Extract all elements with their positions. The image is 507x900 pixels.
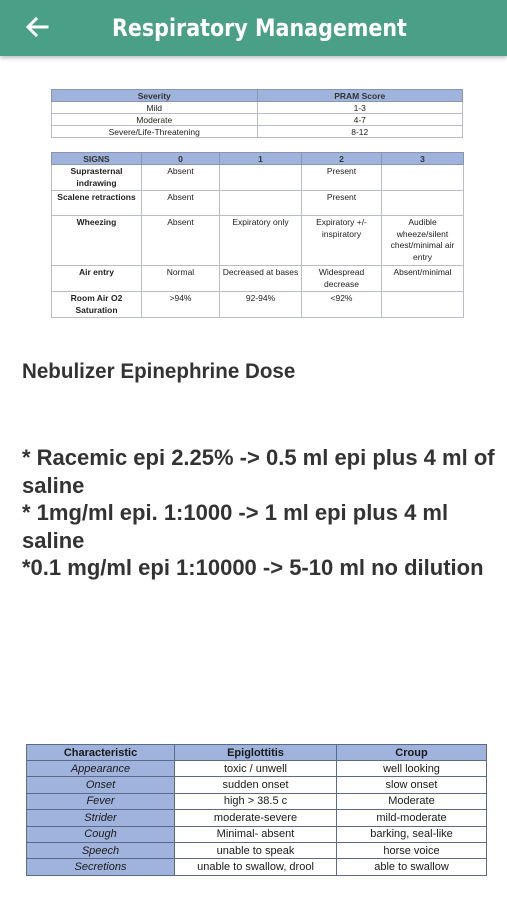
table-row [52, 292, 464, 318]
table-cell: unable to speak [175, 842, 337, 858]
table-cell: barking, seal-like [337, 826, 487, 842]
table-row [52, 126, 463, 138]
table-header: PRAM Score [257, 90, 463, 102]
table-cell: Cough [27, 826, 175, 842]
table-header: 3 [382, 153, 464, 165]
table-cell: Audible wheeze/silent chest/minimal air entry [382, 216, 464, 266]
table-cell: Moderate [337, 793, 487, 809]
back-arrow-icon[interactable] [22, 12, 52, 42]
table-cell: 92-94% [220, 292, 302, 318]
table-cell: Room Air O2 Saturation [52, 292, 142, 318]
page-title: Respiratory Management [112, 14, 407, 42]
table-cell: unable to swallow, drool [175, 859, 337, 875]
table-header: SIGNS [52, 153, 142, 165]
table-cell: Fever [27, 793, 175, 809]
table-cell: toxic / unwell [175, 761, 337, 777]
pram-signs-table [51, 152, 464, 318]
table-cell: Absent/minimal [382, 266, 464, 292]
table-cell: high > 38.5 c [175, 793, 337, 809]
app-bar [0, 0, 507, 56]
table-cell: 8-12 [257, 126, 463, 138]
table-cell [220, 165, 302, 191]
table-cell: Scalene retractions [52, 191, 142, 216]
table-row [27, 777, 487, 793]
table-header: Croup [337, 745, 487, 761]
section-title: Nebulizer Epinephrine Dose [22, 360, 296, 383]
table-cell: 4-7 [257, 114, 463, 126]
table-row [27, 761, 487, 777]
table-cell: horse voice [337, 842, 487, 858]
table-cell: Expiratory +/- inspiratory [302, 216, 382, 266]
dose-list [22, 444, 497, 582]
table-row [52, 165, 464, 191]
table-cell: Expiratory only [220, 216, 302, 266]
table-header: 2 [302, 153, 382, 165]
list-item: * Racemic epi 2.25% -> 0.5 ml epi plus 4 ml of saline [22, 445, 495, 498]
table-row [52, 114, 463, 126]
table-cell: mild-moderate [337, 810, 487, 826]
table-row [52, 266, 464, 292]
table-cell: >94% [142, 292, 220, 318]
table-cell: Speech [27, 842, 175, 858]
table-row [27, 859, 487, 875]
table-cell: Onset [27, 777, 175, 793]
table-row [27, 793, 487, 809]
table-cell: Minimal- absent [175, 826, 337, 842]
table-cell [382, 191, 464, 216]
table-cell [382, 165, 464, 191]
table-row [52, 191, 464, 216]
table-header: 0 [142, 153, 220, 165]
table-cell: Present [302, 191, 382, 216]
table-cell: Severe/Life-Threatening [52, 126, 258, 138]
table-cell: Moderate [52, 114, 258, 126]
table-cell: Absent [142, 191, 220, 216]
table-cell: Mild [52, 102, 258, 114]
table-cell: Normal [142, 266, 220, 292]
table-row [52, 216, 464, 266]
list-item: *0.1 mg/ml epi 1:10000 -> 5-10 ml no dilution [22, 555, 484, 580]
pram-severity-table [51, 89, 463, 138]
table-cell: Secretions [27, 859, 175, 875]
table-cell: Strider [27, 810, 175, 826]
table-cell: sudden onset [175, 777, 337, 793]
table-row [52, 102, 463, 114]
table-cell: <92% [302, 292, 382, 318]
table-cell: Suprasternal indrawing [52, 165, 142, 191]
table-header: Severity [52, 90, 258, 102]
table-row [27, 842, 487, 858]
table-cell: Widespread decrease [302, 266, 382, 292]
table-cell: Absent [142, 216, 220, 266]
table-header: Characteristic [27, 745, 175, 761]
table-cell [220, 191, 302, 216]
table-cell: Air entry [52, 266, 142, 292]
table-cell: Appearance [27, 761, 175, 777]
table-cell: moderate-severe [175, 810, 337, 826]
table-cell: well looking [337, 761, 487, 777]
table-cell: Wheezing [52, 216, 142, 266]
table-cell: 1-3 [257, 102, 463, 114]
table-cell: Present [302, 165, 382, 191]
table-cell: slow onset [337, 777, 487, 793]
table-cell [382, 292, 464, 318]
table-cell: able to swallow [337, 859, 487, 875]
table-header: 1 [220, 153, 302, 165]
table-row [27, 826, 487, 842]
table-header: Epiglottitis [175, 745, 337, 761]
list-item: * 1mg/ml epi. 1:1000 -> 1 ml epi plus 4 ml saline [22, 500, 449, 553]
table-cell: Absent [142, 165, 220, 191]
epiglottitis-croup-table [26, 744, 487, 876]
table-row [27, 810, 487, 826]
table-cell: Decreased at bases [220, 266, 302, 292]
